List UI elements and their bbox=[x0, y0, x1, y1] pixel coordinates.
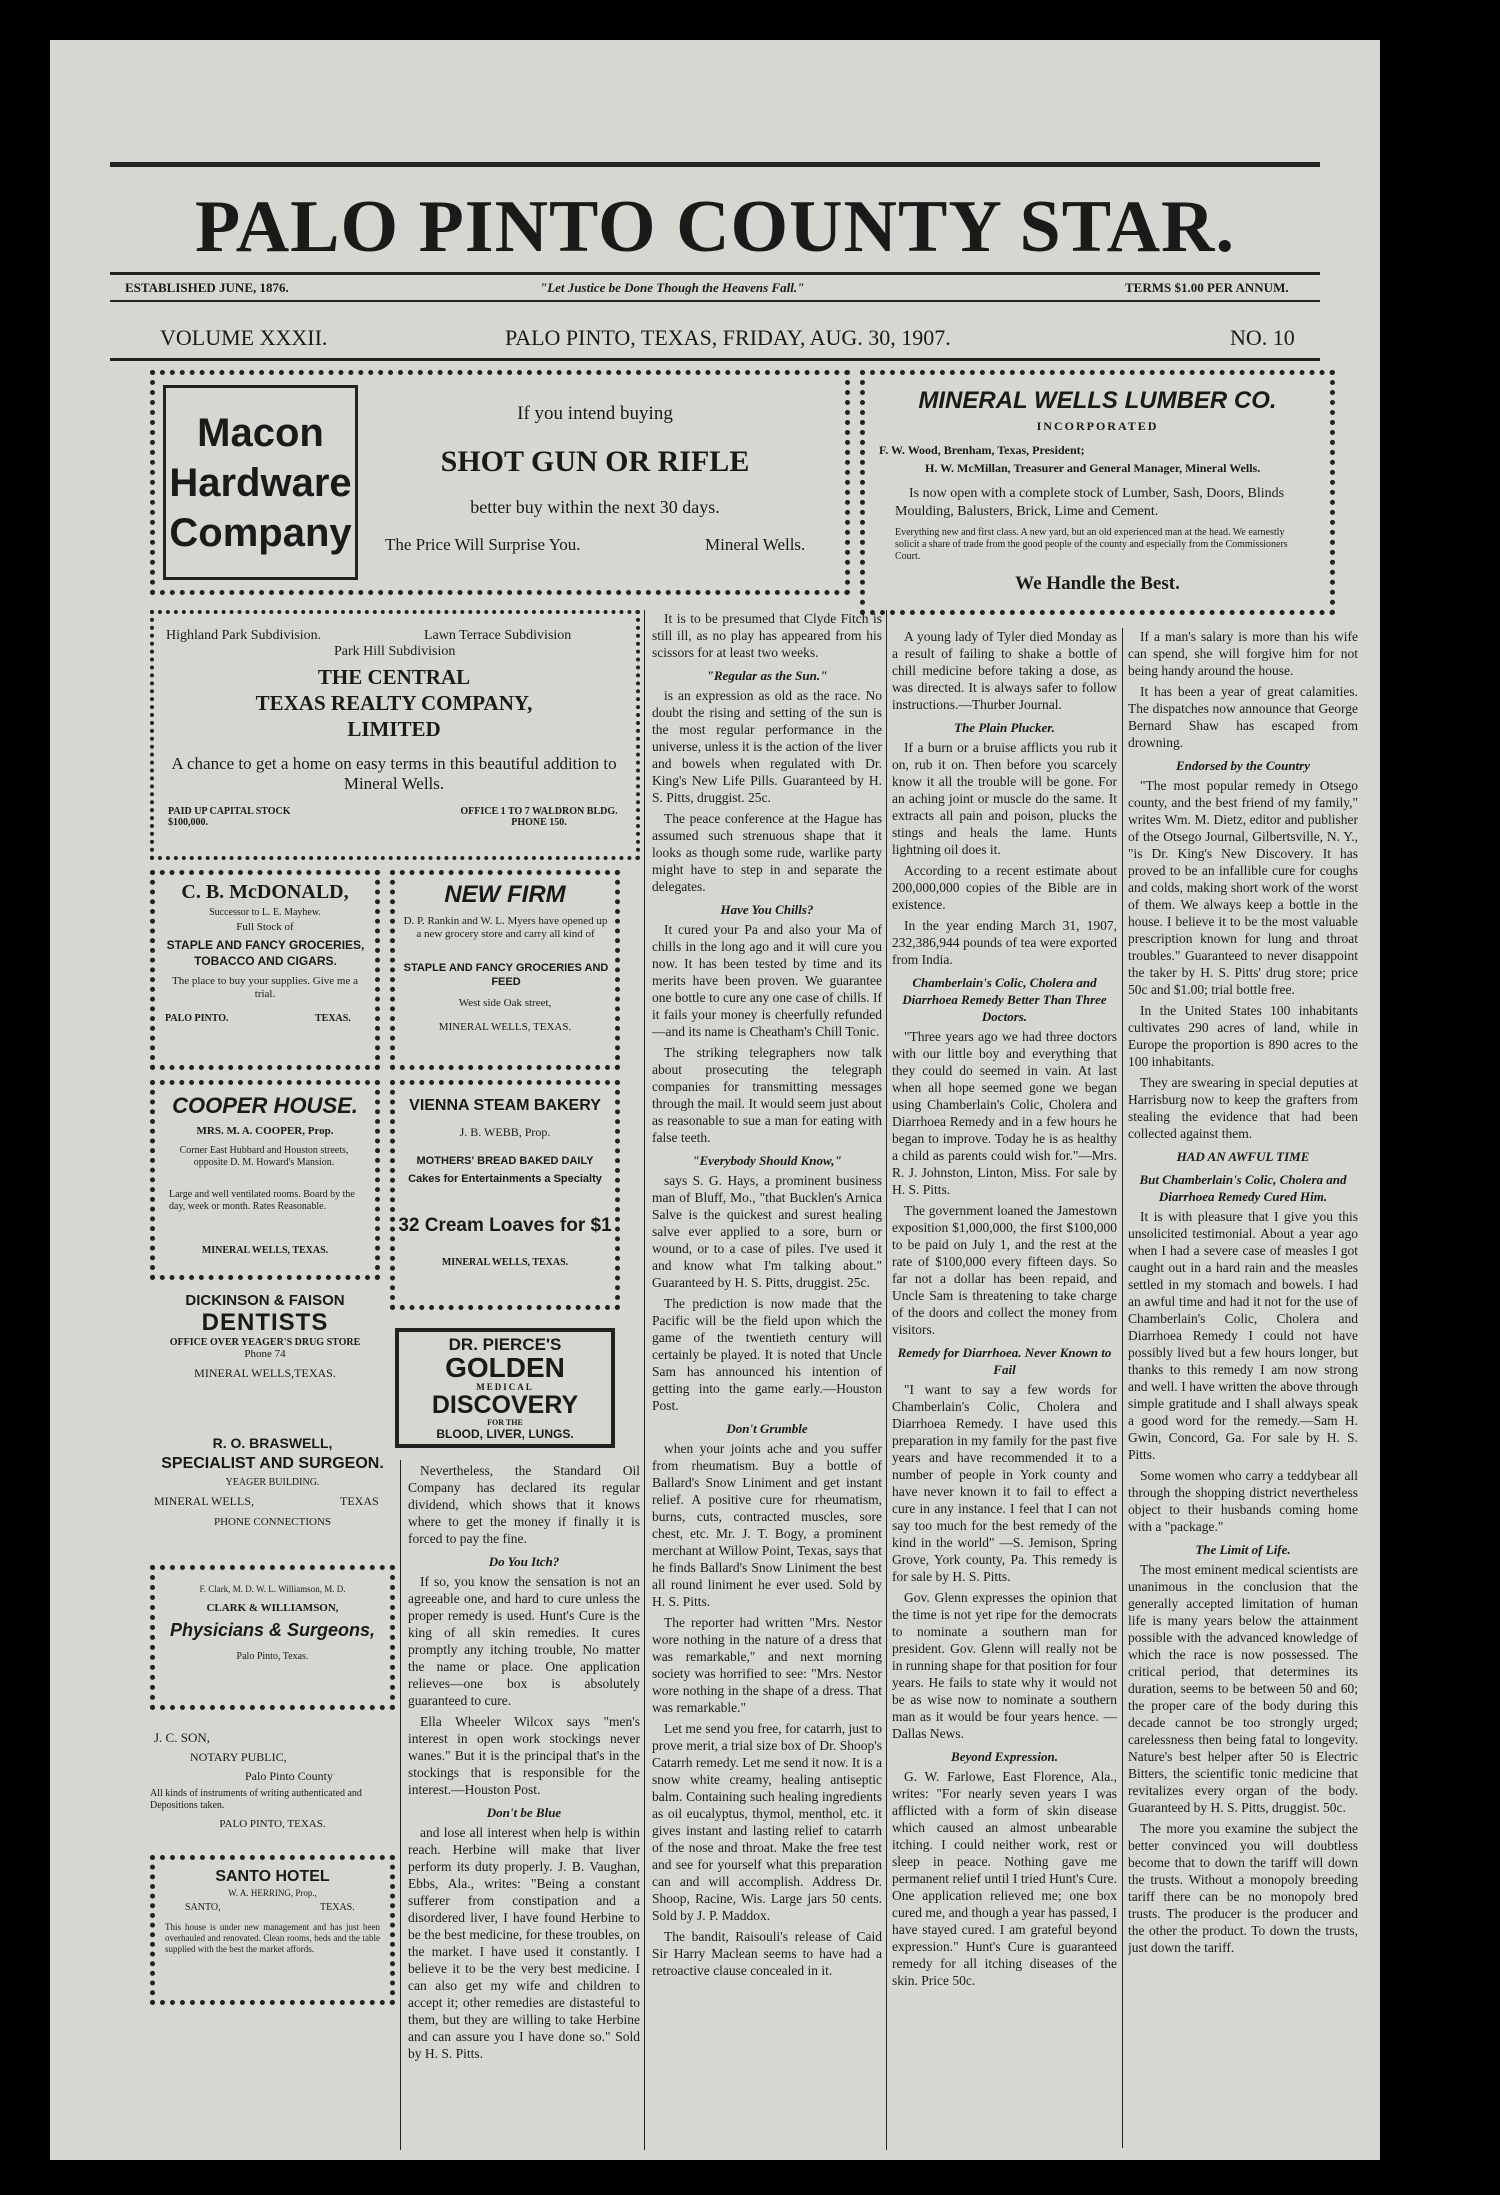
column-4 bbox=[892, 628, 1117, 2150]
vienna-prop: J. B. WEBB, Prop. bbox=[459, 1125, 551, 1139]
article-paragraph: The reporter had written "Mrs. Nestor wore nothing in the nature of a dress that was remarkable," and next morning society was horrified to see: "Mrs. Nestor wore nothing in the shape of a dress. That was remarkable." bbox=[652, 1615, 882, 1715]
article-paragraph: In the United States 100 inhabitants cultivates 290 acres of land, while in Europe the proportion is 890 acres to the 100 inhabitants. bbox=[1128, 1003, 1358, 1069]
article-paragraph: The government loaned the Jamestown exposition $1,000,000, the first $100,000 to be paid on July 1, and the rest at the rate of $100,000 every fifteen days. So far not a dollar has been repaid, and Uncle Sam is threatening to take charge of the doors and collect the money from visitors. bbox=[892, 1203, 1117, 1337]
vienna-town: MINERAL WELLS, TEXAS. bbox=[441, 1257, 569, 1268]
notary-body: All kinds of instruments of writing authenticated and Depositions taken. bbox=[150, 1788, 362, 1811]
dateline: PALO PINTO, TEXAS, FRIDAY, AUG. 30, 1907. bbox=[505, 325, 951, 350]
lumber-ad bbox=[860, 370, 1335, 615]
vienna-name: VIENNA STEAM BAKERY bbox=[409, 1097, 601, 1114]
lumber-slogan: We Handle the Best. bbox=[1015, 573, 1180, 594]
article-headline: Do You Itch? bbox=[488, 1554, 560, 1569]
article-paragraph: Let me send you free, for catarrh, just to prove merit, a trial size box of Dr. Shoop's Catarrh remedy. Let me send it now. It is a snow white creamy, healing antiseptic balm. Containing such healing ingredients as oil eucalyptus, thymol, menthol, etc. it gives instant and lasting relief to catarrh of the nose and throat. Make the free test and see for yourself what this preparation can and will accomplish. Address Dr. Shoop, Racine, Wis. Large jars 50 cents. Sold by J. P. Maddox. bbox=[652, 1721, 882, 1923]
clark-names: F. Clark, M. D. W. L. Williamson, M. D. bbox=[199, 1584, 346, 1594]
column-5 bbox=[1128, 628, 1358, 2150]
article-paragraph: It cured your Pa and also your Ma of chills in the long ago and it will cure you now. It has been tested by time and its merits have been proven. We guarantee one bottle to cure any one case of chills. If it fails your money is cheerfully refunded—and its name is Cheatham's Chill Tonic. bbox=[652, 922, 882, 1039]
dentists-office: OFFICE OVER YEAGER'S DRUG STORE bbox=[169, 1337, 361, 1348]
pierce-line: MEDICAL bbox=[476, 1382, 534, 1392]
article-paragraph: G. W. Farlowe, East Florence, Ala., writes: "For nearly seven years I was afflicted with a form of skin disease which caused an almost unbearable itching. I could neither work, rest or sleep in peace. Nothing gave me permanent relief until I tried Hunt's Cure. One application relieved me; one box cured me, and though a year has passed, I have stayed cured. I am grateful beyond expression." Hunt's Cure is guaranteed remedy for all itching diseases of the skin. Price 50c. bbox=[892, 1769, 1117, 1988]
braswell-state: TEXAS bbox=[340, 1494, 379, 1508]
article-headline: "Regular as the Sun." bbox=[706, 668, 828, 683]
column-rule bbox=[400, 1460, 401, 2150]
article-paragraph: The bandit, Raisouli's release of Caid Sir Harry Maclean seems to have had a retroactive clause concealed in it. bbox=[652, 1929, 882, 1978]
braswell-name: R. O. BRASWELL, bbox=[212, 1435, 333, 1451]
article-paragraph: and lose all interest when help is within reach. Herbine will make that liver perform its duty properly. J. B. Vaughan, Ebbs, Ala., writes: "Being a constant sufferer from constipation and a disordered liver, I have found Herbine to be the best medicine, for these troubles, on the market. I have used it constantly. I believe it to be the very best medicine. I can also get my wife and children to accept it; other remedies are distasteful to them, but they are willing to take Herbine and can assure you I have done so." Sold by H. S. Pitts. bbox=[408, 1825, 640, 2061]
article-paragraph: The prediction is now made that the Pacific will be the field upon which the game of the twentieth century will certainly be played. It is noted that Uncle Sam has announced his intention of getting into the game early.—Houston Post. bbox=[652, 1296, 882, 1413]
cooper-town: MINERAL WELLS, TEXAS. bbox=[201, 1245, 329, 1256]
macon-hardware-ad bbox=[150, 370, 850, 595]
pierce-line: BLOOD, LIVER, LUNGS. bbox=[436, 1427, 574, 1441]
article-headline: "Everybody Should Know," bbox=[692, 1153, 842, 1168]
issue-number: NO. 10 bbox=[1230, 325, 1295, 350]
vienna-offer: 32 Cream Loaves for $1 bbox=[398, 1215, 612, 1236]
article-paragraph: is an expression as old as the race. No doubt the rising and setting of the sun is the most regular performance in the universe, unless it is the action of the liver and bowels when regulated with Dr. King's New Life Pills. Guaranteed by H. S. Pitts, druggist. 25c. bbox=[652, 688, 882, 805]
macon-intro: If you intend buying bbox=[517, 403, 673, 424]
mcdonald-goods: STAPLE AND FANCY GROCERIES, TOBACCO AND CIGARS. bbox=[166, 938, 365, 968]
macon-name: Macon bbox=[197, 411, 324, 455]
article-paragraph: If a burn or a bruise afflicts you rub it on, rub it on. Then before you scarcely know it all the trouble will be gone. For an aching joint or muscle do the same. It extracts all pain and poison, plucks the stings and heals the lame. Hunts lightning oil does it. bbox=[892, 740, 1117, 857]
article-headline: Remedy for Diarrhoea. Never Known to Fail bbox=[897, 1345, 1112, 1377]
pierce-line: FOR THE bbox=[487, 1418, 523, 1427]
mcdonald-successor: Successor to L. E. Mayhew. bbox=[209, 907, 321, 918]
top-rule bbox=[110, 162, 1320, 167]
article-paragraph: The peace conference at the Hague has assumed such strenuous shape that it looks as though some rude, warlike party might have to step in and separate the delegates. bbox=[652, 811, 882, 894]
article-paragraph: Gov. Glenn expresses the opinion that the time is not yet ripe for the democrats to nominate a southern man for president. Gov. Glenn will really not be in running shape for that position for four years. He fails to state why it would not be as wise now to nominate a southern man as it would be four years hence. —Dallas News. bbox=[892, 1590, 1117, 1741]
santo-name: SANTO HOTEL bbox=[215, 1868, 330, 1885]
realty-pitch: A chance to get a home on easy terms in this beautiful addition to Mineral Wells. bbox=[171, 754, 617, 793]
article-headline: Chamberlain's Colic, Cholera and Diarrhoea Remedy Better Than Three Doctors. bbox=[902, 975, 1107, 1024]
realty-subdivision: Park Hill Subdivision bbox=[334, 644, 456, 659]
cooper-house-ad bbox=[150, 1080, 380, 1280]
article-paragraph: The more you examine the subject the better convinced you will doubtless become that to down the tariff will down the trusts. Without a monopoly breeding tariff there can be no monopoly bred trusts. The producer is the producer and the other the product. To down the trusts, just down the tariff. bbox=[1128, 1821, 1358, 1955]
article-paragraph: If so, you know the sensation is not an agreeable one, and hard to cure unless the proper remedy is used. Hunt's Cure is the king of all skin remedies. It cures promptly any itching trouble, No matter the name or place. One application relieves—one box is absolutely guaranteed to cure. bbox=[408, 1574, 640, 1708]
realty-company: LIMITED bbox=[347, 717, 441, 741]
pierce-line: GOLDEN bbox=[445, 1352, 565, 1383]
cooper-name: COOPER HOUSE. bbox=[172, 1093, 358, 1118]
dentists-town: MINERAL WELLS,TEXAS. bbox=[194, 1366, 336, 1380]
notary-ad bbox=[150, 1730, 395, 1840]
notary-name: J. C. SON, bbox=[154, 1730, 210, 1745]
dentists-ad bbox=[150, 1292, 380, 1412]
clark-williamson-ad bbox=[150, 1565, 395, 1710]
article-paragraph: when your joints ache and you suffer from rheumatism. Buy a bottle of Ballard's Snow Liniment and get instant relief. A positive cure for rheumatism, burns, cuts, contracted muscles, sore chest, etc. Mr. J. T. Bogy, a prominent merchant at Willow Point, Texas, says that he finds Ballard's Snow Liniment the best all round liniment he ever used. Sold by H. S. Pitts. bbox=[652, 1441, 882, 1609]
article-paragraph: If a man's salary is more than his wife can spend, she will forgive him for not being handy around the house. bbox=[1128, 629, 1358, 678]
realty-company: TEXAS REALTY COMPANY, bbox=[255, 691, 533, 715]
article-paragraph: "Three years ago we had three doctors with our little boy and everything that they could do seemed in vain. At last when all hope seemed gone we began using Chamberlain's Colic, Cholera and Diarrhoea Remedy and in a few hours he began to improve. Today he is as healthy a child as parents could wish for."—Mrs. R. J. Johnston, Linton, Miss. For sale by H. S. Pitts. bbox=[892, 1029, 1117, 1197]
article-paragraph: The most eminent medical scientists are unanimous in the conclusion that the generally accepted limitation of human life is many years below the attainment possible with the advanced knowledge of which the race is now possessed. The critical period, that determines its duration, seems to be between 50 and 60; the proper care of the body during this decade cannot be too strongly urged; carelessness then being fatal to longevity. Nature's best helper after 50 is Electric Bitters, the scientific tonic medicine that revitalizes every organ of the body. Guaranteed by H. S. Pitts, druggist. 50c. bbox=[1128, 1562, 1358, 1815]
santo-state: TEXAS. bbox=[320, 1902, 355, 1913]
macon-price: The Price Will Surprise You. bbox=[385, 535, 581, 554]
vienna-line: MOTHERS' BREAD BAKED DAILY bbox=[416, 1155, 594, 1167]
article-headline: Endorsed by the Country bbox=[1176, 758, 1310, 773]
braswell-title: SPECIALIST AND SURGEON. bbox=[161, 1455, 384, 1472]
article-paragraph: Nevertheless, the Standard Oil Company has declared its regular dividend, which shows that it knows where to get the money if finally it is forced to pay the fine. bbox=[408, 1463, 640, 1546]
mcdonald-town: PALO PINTO. bbox=[165, 1013, 229, 1024]
braswell-building: YEAGER BUILDING. bbox=[225, 1477, 320, 1488]
article-paragraph: says S. G. Hays, a prominent business man of Bluff, Mo., "that Bucklen's Arnica Salve is the quickest and surest healing salve ever applied to a sore, burn or wound, or to a case of piles. I've used it and know what I'm talking about." Guaranteed by H. S. Pitts, druggist. 25c. bbox=[652, 1173, 882, 1290]
braswell-ad bbox=[150, 1435, 395, 1555]
dentists-title: DENTISTS bbox=[201, 1309, 329, 1336]
newspaper-page bbox=[50, 40, 1380, 2160]
vienna-line: Cakes for Entertainments a Specialty bbox=[408, 1173, 602, 1185]
volume-number: VOLUME XXXII. bbox=[160, 325, 328, 350]
article-paragraph: They are swearing in special deputies at Harrisburg now to keep the grafters from stealing the evidence that had been collected against them. bbox=[1128, 1075, 1358, 1141]
subscription-terms: TERMS $1.00 PER ANNUM. bbox=[1125, 280, 1289, 295]
realty-subdivision: Lawn Terrace Subdivision bbox=[424, 628, 572, 643]
clark-firm: CLARK & WILLIAMSON, bbox=[206, 1602, 339, 1614]
mcdonald-line: The place to buy your supplies. Give me a trial. bbox=[171, 975, 359, 1000]
new-firm-town: MINERAL WELLS, TEXAS. bbox=[438, 1021, 572, 1033]
lumber-officer: H. W. McMillan, Treasurer and General Manager, Mineral Wells. bbox=[925, 461, 1261, 475]
mcdonald-name: C. B. McDONALD, bbox=[181, 881, 349, 903]
article-headline: Beyond Expression. bbox=[951, 1749, 1058, 1764]
pierce-ad bbox=[395, 1328, 615, 1448]
realty-office: OFFICE 1 TO 7 WALDRON BLDG. PHONE 150. bbox=[460, 806, 618, 828]
notary-town: PALO PINTO, TEXAS. bbox=[219, 1818, 326, 1830]
column-rule bbox=[886, 610, 887, 2150]
dentists-name: DICKINSON & FAISON bbox=[185, 1292, 345, 1309]
column-3 bbox=[652, 610, 882, 2150]
macon-headline: SHOT GUN OR RIFLE bbox=[440, 445, 750, 478]
clark-town: Palo Pinto, Texas. bbox=[236, 1651, 309, 1662]
lumber-officer: F. W. Wood, Brenham, Texas, President; bbox=[879, 443, 1085, 457]
santo-prop: W. A. HERRING, Prop., bbox=[228, 1888, 317, 1898]
article-headline: Don't Grumble bbox=[726, 1421, 808, 1436]
macon-name: Company bbox=[169, 511, 352, 555]
article-headline: Have You Chills? bbox=[720, 902, 814, 917]
lumber-body: Is now open with a complete stock of Lumber, Sash, Doors, Blinds Moulding, Balusters, Brick, Lime and Cement. bbox=[895, 486, 1285, 519]
macon-name-panel bbox=[163, 385, 358, 580]
pierce-line: DR. PIERCE'S bbox=[448, 1335, 562, 1354]
macon-place: Mineral Wells. bbox=[705, 535, 806, 554]
article-headline: But Chamberlain's Colic, Cholera and Diarrhoea Remedy Cured Him. bbox=[1139, 1172, 1347, 1204]
realty-subdivision: Highland Park Subdivision. bbox=[166, 628, 322, 643]
new-firm-title: NEW FIRM bbox=[444, 881, 566, 908]
column-2-lower bbox=[408, 1462, 640, 2150]
new-firm-street: West side Oak street, bbox=[458, 997, 552, 1009]
article-paragraph: According to a recent estimate about 200,000,000 copies of the Bible are in existence. bbox=[892, 863, 1117, 912]
lumber-small: Everything new and first class. A new yard, but an old experienced man at the head. We earnestly solicit a share of trade from the good people of the county and especially from the Commissioners Court. bbox=[895, 527, 1288, 562]
mcdonald-ad bbox=[150, 870, 380, 1070]
motto: "Let Justice be Done Though the Heavens Fall." bbox=[540, 280, 805, 295]
rule bbox=[110, 300, 1320, 302]
article-paragraph: It is to be presumed that Clyde Fitch is still ill, as no play has appeared from his scissors for at least two weeks. bbox=[652, 611, 882, 660]
santo-town: SANTO, bbox=[185, 1902, 221, 1913]
established-date: ESTABLISHED JUNE, 1876. bbox=[125, 280, 289, 295]
macon-line: better buy within the next 30 days. bbox=[470, 497, 720, 517]
column-rule bbox=[1122, 628, 1123, 2148]
article-paragraph: "I want to say a few words for Chamberlain's Colic, Cholera and Diarrhoea Remedy. I have used this preparation in my family for the past five years and have recommended it to a number of people in York county and have never known it to fail to effect a cure in any instance. I feel that I can not say too much for the best remedy of the kind in the world" —S. Jemison, Spring Grove, York county, Pa. This remedy is for sale by H. S. Pitts. bbox=[892, 1382, 1117, 1584]
cooper-corner: Corner East Hubbard and Houston streets, opposite D. M. Howard's Mansion. bbox=[179, 1145, 349, 1168]
cooper-rooms: Large and well ventilated rooms. Board by the day, week or month. Rates Reasonable. bbox=[169, 1189, 355, 1212]
santo-body: This house is under new management and has just been overhauled and renovated. Clean rooms, beds and the table supplied with the best the market affords. bbox=[165, 1922, 380, 1954]
article-headline: The Limit of Life. bbox=[1195, 1542, 1291, 1557]
article-paragraph: Ella Wheeler Wilcox says "men's interest in open work stockings never wanes." But it is the principal that's in the stockings that is responsible for the interest.—Houston Post. bbox=[408, 1714, 640, 1797]
mcdonald-state: TEXAS. bbox=[315, 1013, 351, 1024]
rule bbox=[110, 358, 1320, 361]
realty-company: THE CENTRAL bbox=[317, 665, 471, 689]
new-firm-goods: STAPLE AND FANCY GROCERIES AND FEED bbox=[403, 962, 609, 988]
braswell-town: MINERAL WELLS, bbox=[154, 1494, 254, 1508]
article-headline: HAD AN AWFUL TIME bbox=[1176, 1149, 1310, 1164]
mcdonald-stock: Full Stock of bbox=[236, 921, 294, 933]
article-paragraph: "The most popular remedy in Otsego county, and the best friend of my family," writes Wm. M. Dietz, editor and publisher of the Otsego Journal, Gilbertsville, N. Y., "is Dr. King's New Discovery. It has proved to be an infallible cure for coughs and colds, making short work of the worst of them. We always keep a bottle in the house. I believe it to be the most valuable prescription known for lung and throat troubles." Guaranteed to never disappoint the taker by H. S. Pitts' drug store; price 50c and $1.00; trial bottle free. bbox=[1128, 778, 1358, 997]
dentists-phone: Phone 74 bbox=[244, 1348, 286, 1360]
column-rule bbox=[644, 610, 645, 2150]
pierce-line: DISCOVERY bbox=[431, 1391, 579, 1419]
new-firm-body: D. P. Rankin and W. L. Myers have opened up a new grocery store and carry all kind of bbox=[403, 915, 608, 940]
article-headline: Don't be Blue bbox=[486, 1805, 562, 1820]
article-paragraph: It is with pleasure that I give you this unsolicited testimonial. About a year ago when I had a severe case of measles I got caught out in a hard rain and the measles settled in my stomach and bowels. I had an awful time and had it not for the use of Chamberlain's Colic, Cholera and Diarrhoea Remedy I could not have possibly lived but a few hours longer, but thanks to this remedy I am now strong and well. I have written the above through simple gratitude and I shall always speak a good word for the remedy.—Sam H. Gwin, Concord, Ga. For sale by H. S. Pitts. bbox=[1128, 1209, 1358, 1462]
notary-county: Palo Pinto County bbox=[245, 1769, 334, 1783]
article-paragraph: The striking telegraphers now talk about prosecuting the telegraph companies for transmitting messages through the mail. It would seem just about as reasonable to sue a man for eating with false teeth. bbox=[652, 1045, 882, 1145]
notary-title: NOTARY PUBLIC, bbox=[190, 1750, 287, 1764]
masthead-rule bbox=[110, 272, 1320, 275]
cooper-prop: MRS. M. A. COOPER, Prop. bbox=[196, 1125, 334, 1137]
santo-hotel-ad bbox=[150, 1855, 395, 2005]
article-paragraph: In the year ending March 31, 1907, 232,386,944 pounds of tea were exported from India. bbox=[892, 918, 1117, 967]
article-paragraph: A young lady of Tyler died Monday as a result of failing to shake a bottle of chill medicine before taking a dose, as was directed. It is always safer to follow instructions.—Thurber Journal. bbox=[892, 629, 1117, 712]
macon-name: Hardware bbox=[169, 461, 352, 505]
article-headline: The Plain Plucker. bbox=[954, 720, 1055, 735]
lumber-inc: INCORPORATED bbox=[1036, 419, 1159, 433]
vienna-bakery-ad bbox=[390, 1080, 620, 1310]
article-paragraph: It has been a year of great calamities. The dispatches now announce that George Bernard Shaw has escaped from drowning. bbox=[1128, 684, 1358, 750]
newspaper-title: PALO PINTO COUNTY STAR. bbox=[195, 186, 1235, 268]
lumber-name: MINERAL WELLS LUMBER CO. bbox=[918, 387, 1277, 414]
article-paragraph: Some women who carry a teddybear all through the shopping district nevertheless object to their husbands coming home with a "package." bbox=[1128, 1468, 1358, 1534]
braswell-phone: PHONE CONNECTIONS bbox=[213, 1516, 332, 1528]
realty-ad bbox=[150, 610, 640, 860]
realty-capital: PAID UP CAPITAL STOCK $100,000. bbox=[168, 806, 291, 828]
new-firm-ad bbox=[390, 870, 620, 1070]
clark-title: Physicians & Surgeons, bbox=[169, 1620, 376, 1640]
